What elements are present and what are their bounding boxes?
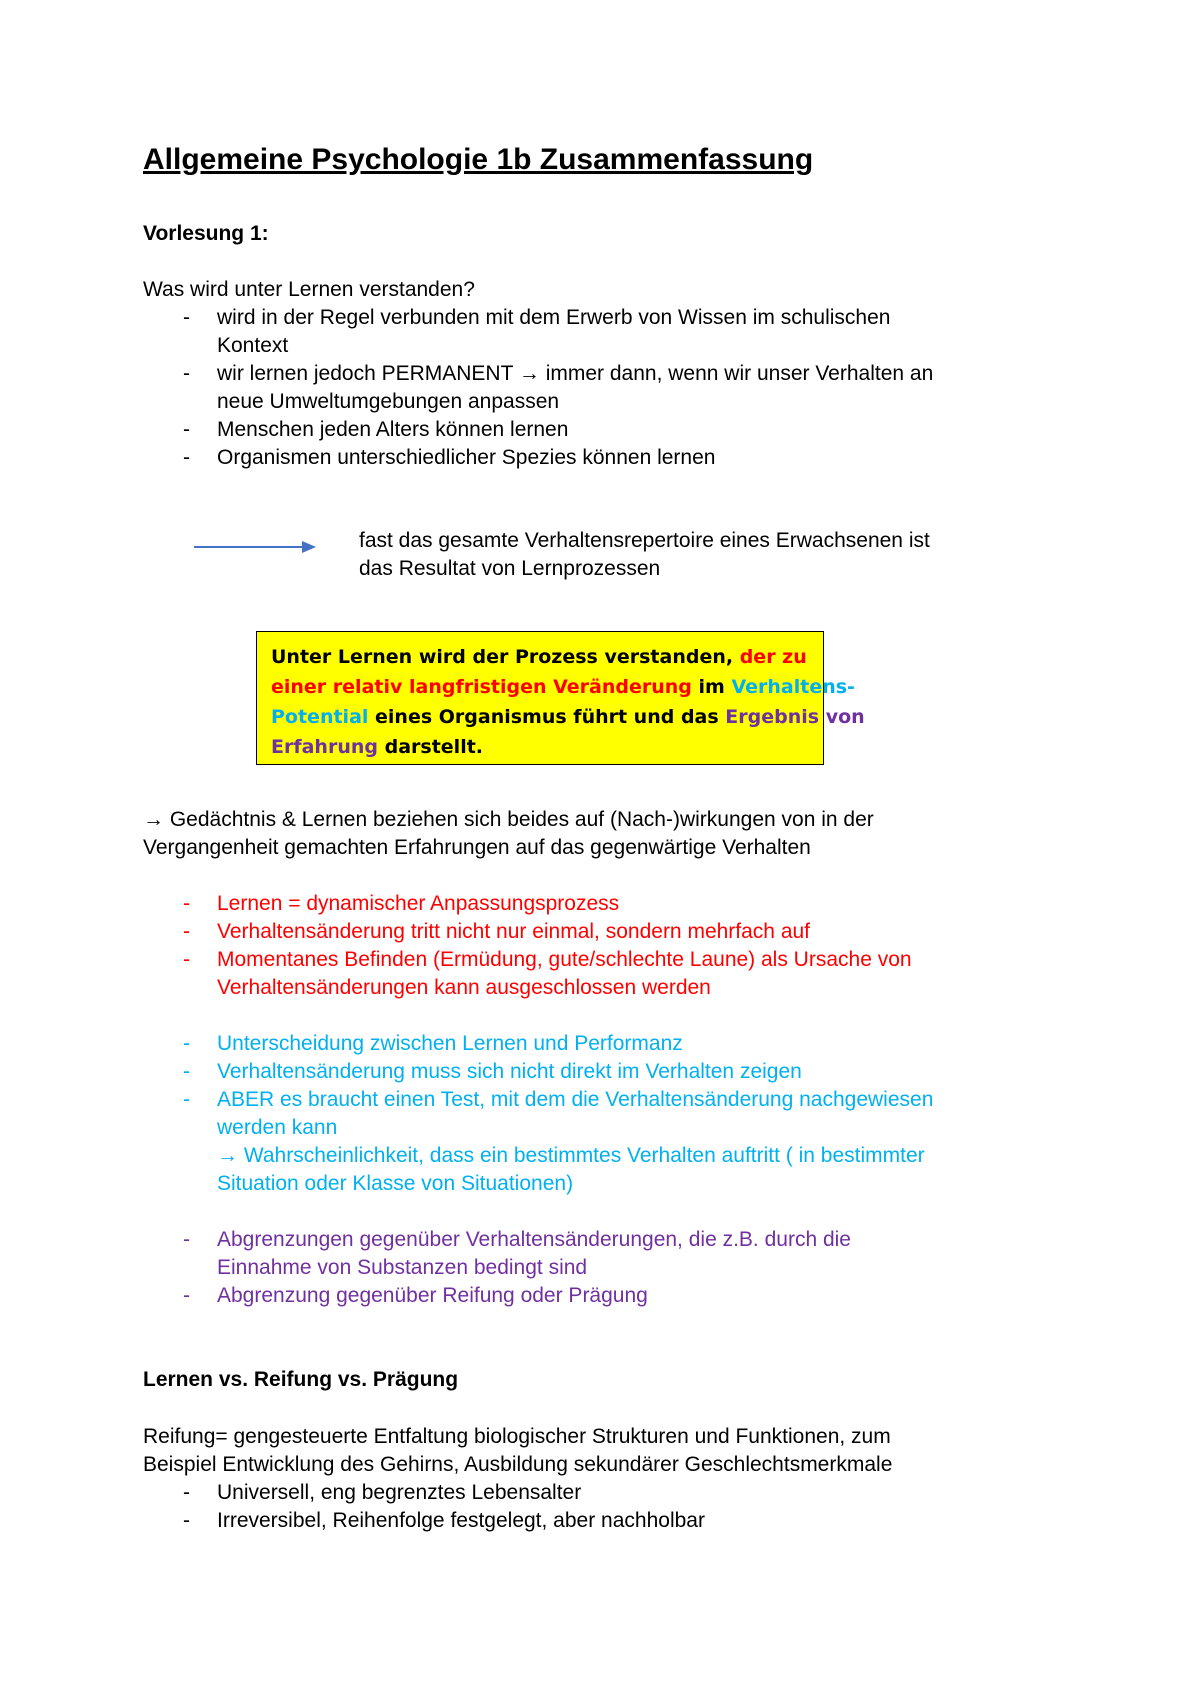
list-item: - Universell, eng begrenztes Lebensalter [183, 1481, 582, 1504]
list-item: - Verhaltensänderung tritt nicht nur einmal, sondern mehrfach auf [183, 920, 811, 943]
list-item: - Abgrenzungen gegenüber Verhaltensänderungen, die z.B. durch die Einnahme von Substanzen bedingt sind [183, 1228, 851, 1279]
list-item: - Abgrenzung gegenüber Reifung oder Prägung [183, 1284, 648, 1307]
definition-box: Unter Lernen wird der Prozess verstanden, der zu einer relativ langfristigen Veränderung im Verhaltens- Potential eines Organismus führt und das Ergebnis von Erfahrung darstellt. [256, 631, 824, 765]
list-item: - wir lernen jedoch PERMANENT → immer dann, wenn wir unser Verhalten an neue Umweltumgebungen anpassen [183, 362, 934, 413]
list-item: - wird in der Regel verbunden mit dem Erwerb von Wissen im schulischen Kontext [183, 306, 891, 357]
list-item: - Momentanes Befinden (Ermüdung, gute/schlechte Laune) als Ursache von Verhaltensänderungen kann ausgeschlossen werden [183, 948, 912, 999]
intro-list [143, 304, 933, 472]
arrow-right-icon [190, 537, 320, 557]
reifung-definition: Reifung= gengesteuerte Entfaltung biologischer Strukturen und Funktionen, zum Beispiel Entwicklung des Gehirns, Ausbildung sekundärer Geschlechtsmerkmale [143, 1425, 893, 1476]
list-item: - Irreversibel, Reihenfolge festgelegt, aber nachholbar [183, 1509, 705, 1532]
list-item: - ABER es braucht einen Test, mit dem die Verhaltensänderung nachgewiesen werden kann → Wahrscheinlichkeit, dass ein bestimmtes Verhalten auftritt ( in bestimmter Situation oder Klasse von Situationen) [183, 1088, 934, 1195]
memory-note: → Gedächtnis & Lernen beziehen sich beides auf (Nach-)wirkungen von in der Vergangenheit gemachten Erfahrungen auf das gegenwärtige Verhalten [143, 808, 874, 859]
lecture-heading: Vorlesung 1: [143, 222, 269, 245]
blue-list [143, 1030, 933, 1198]
purple-list [143, 1226, 851, 1310]
document-title: Allgemeine Psychologie 1b Zusammenfassung [143, 143, 814, 176]
list-item: - Menschen jeden Alters können lernen [183, 418, 569, 441]
reifung-list [143, 1479, 705, 1535]
list-item: - Organismen unterschiedlicher Spezies können lernen [183, 446, 716, 469]
list-item: - Lernen = dynamischer Anpassungsprozess [183, 892, 620, 915]
arrow-conclusion: fast das gesamte Verhaltensrepertoire eines Erwachsenen ist das Resultat von Lernprozessen [359, 529, 930, 580]
list-item: - Unterscheidung zwischen Lernen und Performanz [183, 1032, 683, 1055]
section-heading: Lernen vs. Reifung vs. Prägung [143, 1368, 459, 1391]
list-item: - Verhaltensänderung muss sich nicht direkt im Verhalten zeigen [183, 1060, 802, 1083]
red-list [143, 890, 912, 1002]
question-text: Was wird unter Lernen verstanden? [143, 278, 475, 301]
